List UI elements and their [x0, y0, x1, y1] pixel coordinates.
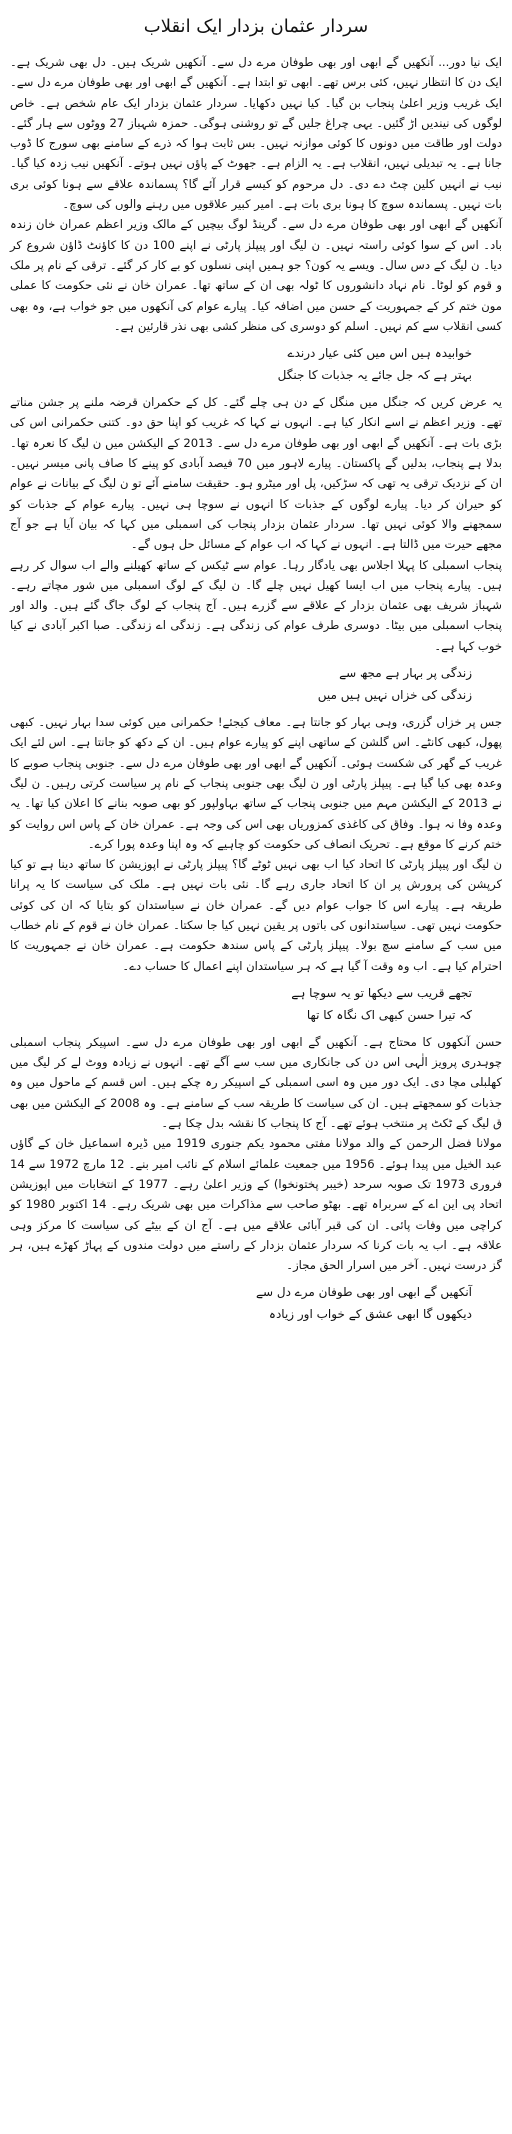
article-paragraph: پنجاب اسمبلی کا پہلا اجلاس بھی یادگار رہا۔ عوام سے ٹیکس کے ساتھ کھیلنے والے اب سوال کر رہے ہیں۔ پیارے پنجاب میں اب ایسا کھیل نہیں چلے گا۔ ن لیگ کے لوگ اسمبلی میں شور مچاتے رہے۔ شہباز شریف بھی عثمان بزدار کے علاقے سے گزرے ہیں۔ آج پنجاب کے لوگ جاگ گئے ہیں۔ والد اور پنجاب اسمبلی میں بیٹا۔ دوسری طرف عوام کی زندگی ہے۔ زندگی اے زندگی۔ صبا اکبر آبادی نے کیا خوب کہا ہے۔: [10, 557, 502, 653]
verse-line: خوابیدہ ہیں اس میں کئی عیار درندے: [287, 346, 472, 361]
poetry-verse: [10, 1281, 472, 1325]
article-paragraph: ن لیگ اور پیپلز پارٹی کا اتحاد کیا اب بھی نہیں ٹوٹے گا؟ پیپلز پارٹی نے اپوزیشن کا ساتھ دینا ہے تو کیا کرپشن کی پرورش پر ان کا اتحاد جاری رہے گا۔ نئی بات نہیں ہے۔ ملک کی سیاست کا یہ پرانا طریقہ ہے۔ پیارے اس کا جواب عوام دیں گے۔ عمران خان نے سیاستدان کو بتایا کہ ان کی کوئی حکومت نہیں تھی۔ سیاستدانوں کی باتوں پر یقین نہیں کیا جا سکتا۔ عمران خان نے قوم کے نام خطاب میں سب کے سامنے سچ بولا۔ پیپلز پارٹی کے پاس سندھ حکومت ہے۔ عمران خان نے جمہوریت کا احترام کیا ہے۔ اب وہ وقت آ گیا ہے کہ ہر سیاستدان اپنے اعمال کا حساب دے۔: [10, 857, 502, 973]
verse-line: تجھے قریب سے دیکھا تو یہ سوچا ہے: [291, 985, 472, 1000]
article-paragraph: حسن آنکھوں کا محتاج ہے۔ آنکھیں گے ابھی اور بھی طوفان مرے دل سے۔ اسپیکر پنجاب اسمبلی چوہدری پرویز الٰہی اس دن کی جانکاری میں سب سے آگے تھے۔ انہوں نے زیادہ ووٹ لے کر لیگ میں کھلبلی مچا دی۔ ایک دور میں وہ اسی اسمبلی کے اسپیکر رہ چکے ہیں۔ اس قسم کے ماحول میں وہ جذبات کو سمجھتے ہیں۔ ان کی سیاست کا طریقہ سب کے سامنے ہے۔ وہ 2008 کے الیکشن میں بھی ق لیگ کے ٹکٹ پر منتخب ہوئے تھے۔ آج کا پنجاب کا نقشہ بدل چکا ہے۔: [10, 1034, 502, 1131]
verse-line: بہتر ہے کہ جل جائے یہ جذبات کا جنگل: [277, 368, 472, 383]
poetry-verse: [10, 342, 472, 386]
article-paragraph: مولانا فضل الرحمن کے والد مولانا مفتی محمود یکم جنوری 1919 میں ڈیرہ اسماعیل خان کے گاؤں عبد الخیل میں پیدا ہوئے۔ 1956 میں جمعیت علمائے اسلام کے نائب امیر بنے۔ 12 مارچ 1972 سے 14 فروری 1973 تک صوبہ سرحد (خیبر پختونخوا) کے وزیر اعلیٰ رہے۔ 1977 کے انتخابات میں اپوزیشن اتحاد پی این اے کے سربراہ تھے۔ بھٹو صاحب سے مذاکرات میں بھی شریک رہے۔ 14 اکتوبر 1980 کو کراچی میں وفات پائی۔ ان کی قبر آبائی علاقے میں ہے۔ آج ان کے بیٹے کی سیاست کا مرکز وہی علاقہ ہے۔ اب یہ بات کرنا کہ سردار عثمان بزدار کے راستے میں دولت مندوں کے پہاڑ کھڑے ہیں، ہر گز درست نہیں۔ آخر میں اسرار الحق مجاز۔: [10, 1136, 503, 1273]
verse-line: آنکھیں گے ابھی اور بھی طوفان مرے دل سے: [255, 1285, 472, 1300]
verse-line: دیکھوں گا ابھی عشق کے خواب اور زیادہ: [268, 1307, 472, 1322]
poetry-verse: [10, 982, 472, 1026]
article-headline: سردار عثمان بزدار ایک انقلاب: [143, 16, 369, 37]
poetry-verse: [10, 662, 472, 706]
article-paragraph: جس پر خزاں گزری، وہی بہار کو جانتا ہے۔ معاف کیجئے! حکمرانی میں کوئی سدا بہار نہیں۔ کبھی پھول، کبھی کانٹے۔ اس گلشن کے ساتھی اپنے کو پیارے عوام ہیں۔ ان کے دکھ کو جانتا ہے۔ اس لئے ایک غریب کے گھر کی شکست ہوئی۔ آنکھیں گے ابھی اور بھی طوفان مرے دل سے۔ جنوبی پنجاب صوبے کا وعدہ بھی کیا گیا ہے۔ پیپلز پارٹی اور ن لیگ بھی جنوبی پنجاب کے نام پر سیاست کرتی رہیں۔ ن لیگ نے 2013 کے الیکشن مہم میں جنوبی پنجاب کے ساتھ بہاولپور کو بھی صوبہ بنانے کا اعلان کیا تھا۔ یہ وعدہ وفا نہ ہوا۔ وفاق کی کاغذی کمزوریاں بھی اس کی وجہ ہے۔ عمران خان کے پاس اس روایت کو ختم کرنے کا موقع ہے۔ تحریک انصاف کی حکومت کو چاہیے کہ وہ اپنا وعدہ پورا کرے۔: [10, 715, 502, 851]
verse-line: زندگی کی خزاں نہیں ہیں میں: [317, 688, 472, 703]
article-paragraph: آنکھیں گے ابھی اور بھی طوفان مرے دل سے۔ گرینڈ لوگ بیچیں کے مالک وزیر اعظم عمران خان زندہ باد۔ اس کے سوا کوئی راستہ نہیں۔ ن لیگ اور پیپلز پارٹی نے اپنے 100 دن کا کاؤنٹ ڈاؤن شروع کر دیا۔ ن لیگ کے دس سال۔ ویسے یہ کون؟ جو ہمیں اپنی نسلوں کو بے کار کر گئے۔ ترقی کے نام پر ملک و قوم کو لوٹا۔ نام نہاد دانشوروں کا ٹولہ بھی ان کے ساتھ تھا۔ عمران خان نے نئی حکومت کا عملی مون ختم کر کے جمہوریت کے حسن میں اضافہ کیا۔ پیارے عوام کی آنکھوں میں جو خواب ہے، وہ بھی کسی انقلاب سے کم نہیں۔ اسلم کو دوسری کی منظر کشی بھی نذر قارئین ہے۔: [10, 217, 502, 333]
verse-line: کہ تیرا حسن کبھی اک نگاہ کا تھا: [306, 1007, 472, 1022]
article-paragraph: یہ عرض کریں کہ جنگل میں منگل کے دن ہی چلے گئے۔ کل کے حکمران قرضہ ملنے پر جشن مناتے تھے۔ وزیر اعظم نے اسے انکار کیا ہے۔ انہوں نے کہا کہ غریب کو اپنا حق دو۔ کتنی حکمرانی اس کی بڑی بات ہے۔ آنکھیں گے ابھی اور بھی طوفان مرے دل سے۔ 2013 کے الیکشن میں ن لیگ کا نعرہ تھا۔ بدلا ہے پنجاب، بدلیں گے پاکستان۔ پیارے لاہور میں 70 فیصد آبادی کو پینے کا صاف پانی میسر نہیں۔ ان کے نزدیک ترقی یہ تھی کہ سڑکیں، پل اور میٹرو ہو۔ حقیقت سامنے آئے تو ن لیگ کے بیانات نے عوام کو حیران کر دیا۔ پیارے لوگوں کے جذبات کا انہوں نے سوچا ہی نہیں۔ پیارے عوام کے جذبات کو سمجھنے والا کوئی نہیں تھا۔ سردار عثمان بزدار پنجاب کی اسمبلی میں کہا کہ بیان آیا ہے جو آج مجھے حیرت میں ڈالتا ہے۔ انہوں نے کہا کہ اب عوام کے مسائل حل ہوں گے۔: [10, 395, 502, 552]
verse-line: زندگی پر بہار ہے مجھ سے: [339, 666, 472, 681]
article-paragraph: ایک نیا دور... آنکھیں گے ابھی اور بھی طوفان مرے دل سے۔ آنکھیں شریک ہیں۔ دل بھی شریک ہے۔ ایک دن کا انتظار نہیں، کئی برس تھے۔ ابھی تو ابتدا ہے۔ آنکھیں گے ابھی اور بھی طوفان مرے دل سے۔ ایک غریب وزیر اعلیٰ پنجاب بن گیا۔ کیا نہیں دکھایا۔ سردار عثمان بزدار ایک عام شخص ہے۔ خاص لوگوں کی نیندیں اڑ گئیں۔ یہی چراغ جلیں گے تو روشنی ہوگی۔ حمزہ شہباز 27 ووٹوں سے ہار گئے۔ دولت اور طاقت میں دونوں کا کوئی موازنہ نہیں۔ بس ثابت ہوا کہ ذرے کے سامنے بھی سورج کا ڈوب جانا ہے۔ یہ تبدیلی نہیں، انقلاب ہے۔ یہ الزام ہے۔ جھوٹ کے پاؤں نہیں ہوتے۔ آنکھیں نیب زدہ کیا گیا۔ نیب نے انہیں کلین چٹ دے دی۔ دل مرحوم کو کیسے قرار آئے گا؟ پسماندہ علاقے سے ہونا کوئی بری بات نہیں۔ پسماندہ سوچ کا ہونا بری بات ہے۔ امیر کبیر علاقوں میں رہنے والوں کی سوچ۔: [10, 55, 502, 212]
